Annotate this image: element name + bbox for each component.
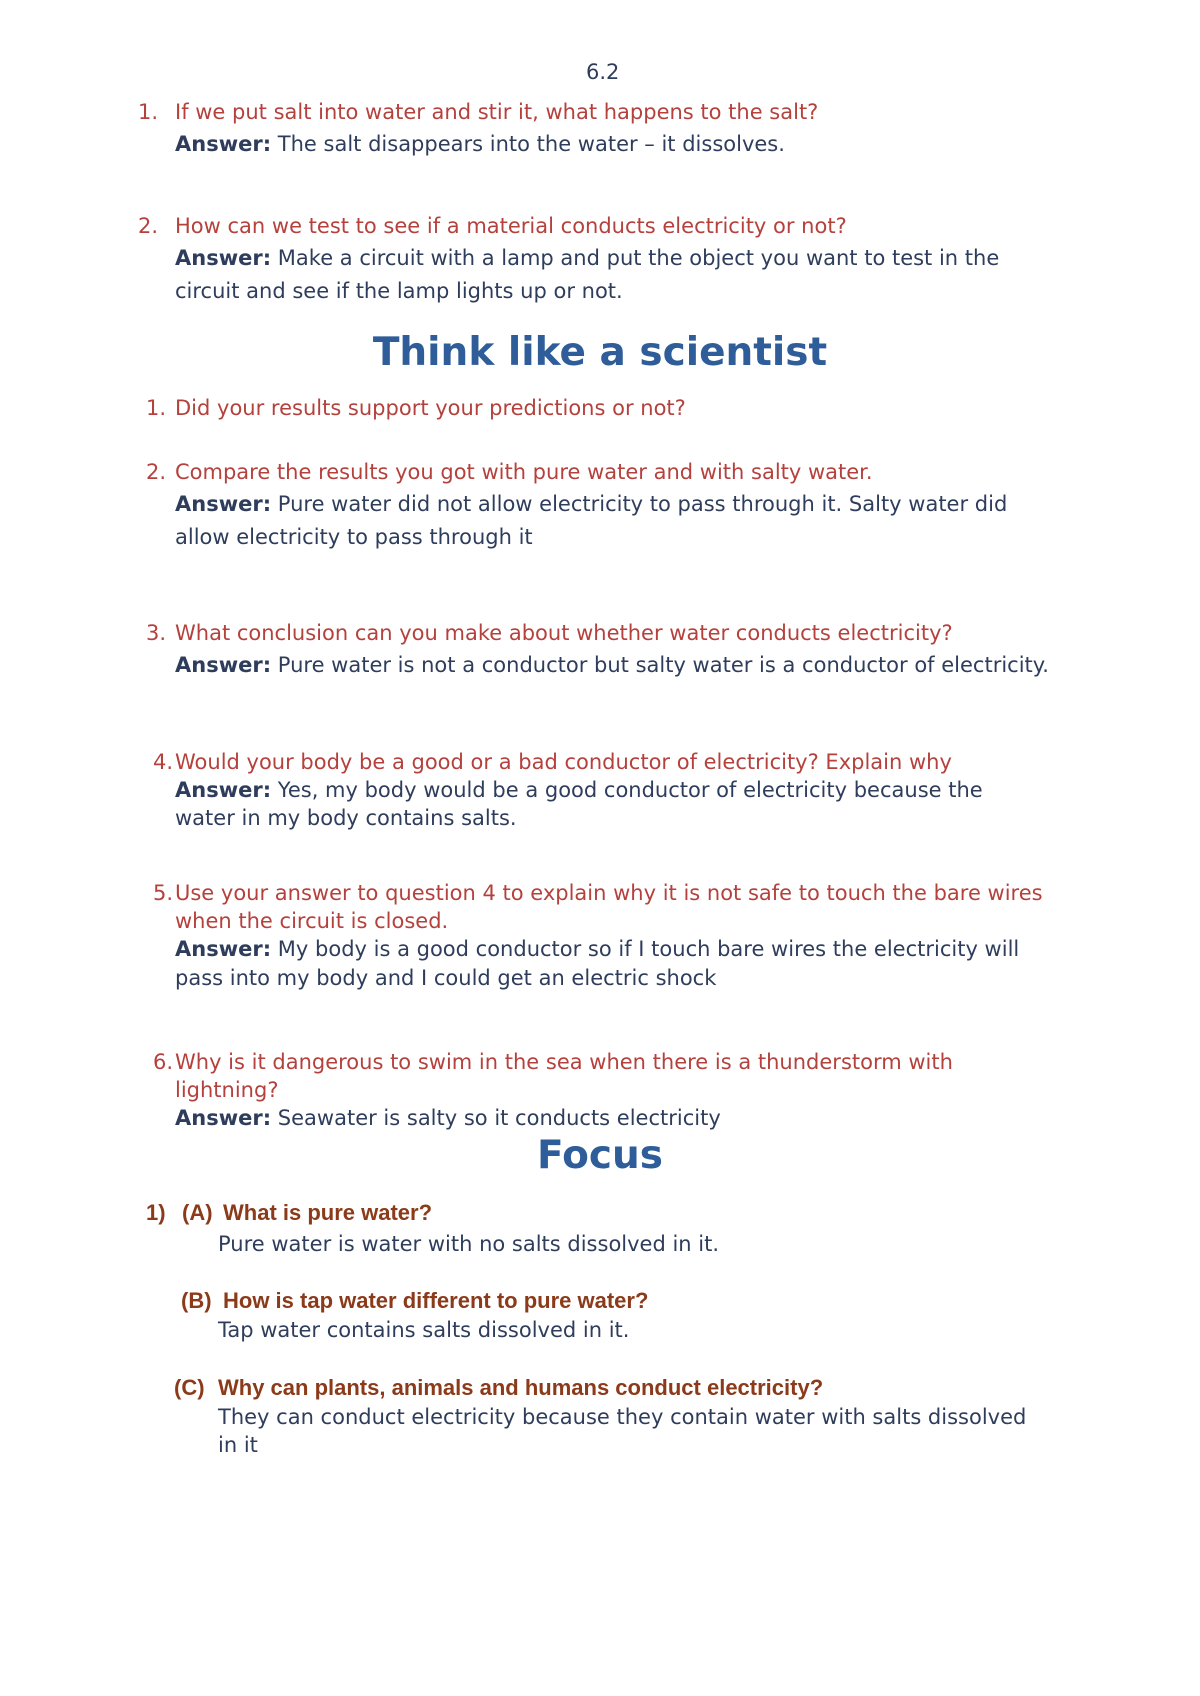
answer-text: Pure water is not a conductor but salty water is a conductor of electricity. [277, 653, 1049, 677]
s1-q2-answer [175, 246, 999, 270]
focus-b-answer: Tap water contains salts dissolved in it. [218, 1318, 630, 1342]
think-q5-answer-line2: pass into my body and I could get an electric shock [175, 966, 717, 990]
focus-a-letter: (A) [182, 1200, 213, 1225]
think-q5-question-line2: when the circuit is closed. [175, 909, 449, 933]
answer-label: Answer: [175, 653, 272, 677]
think-q4-answer-line2: water in my body contains salts. [175, 806, 517, 830]
think-q1-question: Did your results support your predictions or not? [175, 396, 686, 420]
focus-q-number: 1) [146, 1200, 166, 1225]
think-q6-question: Why is it dangerous to swim in the sea when there is a thunderstorm with [175, 1050, 953, 1074]
focus-b-question: How is tap water different to pure water? [223, 1288, 649, 1313]
answer-text: Yes, my body would be a good conductor of electricity because the [277, 778, 983, 802]
think-q6-number: 6. [153, 1050, 174, 1074]
focus-c-question: Why can plants, animals and humans conduct electricity? [218, 1375, 824, 1400]
think-q5-number: 5. [153, 881, 174, 905]
answer-label: Answer: [175, 132, 272, 156]
think-q4-question: Would your body be a good or a bad conductor of electricity? Explain why [175, 750, 952, 774]
page-number: 6.2 [586, 60, 620, 84]
answer-label: Answer: [175, 937, 272, 961]
think-q2-answer [175, 492, 1007, 516]
think-q6-answer [175, 1106, 721, 1130]
s1-q2-number: 2. [138, 214, 159, 238]
s1-q1-answer [175, 132, 785, 156]
focus-c-letter: (C) [174, 1375, 205, 1400]
think-q2-number: 2. [146, 460, 167, 484]
think-q5-question: Use your answer to question 4 to explain why it is not safe to touch the bare wires [175, 881, 1043, 905]
answer-label: Answer: [175, 246, 272, 270]
think-q1-number: 1. [146, 396, 167, 420]
s1-q1-number: 1. [138, 100, 159, 124]
s1-q1-question: If we put salt into water and stir it, what happens to the salt? [175, 100, 819, 124]
focus-c-answer-line2: in it [218, 1433, 258, 1457]
answer-text: The salt disappears into the water – it dissolves. [277, 132, 785, 156]
think-q6-question-line2: lightning? [175, 1078, 279, 1102]
answer-label: Answer: [175, 1106, 272, 1130]
answer-text: Pure water did not allow electricity to pass through it. Salty water did [277, 492, 1008, 516]
focus-b-letter: (B) [181, 1288, 212, 1313]
s1-q2-question: How can we test to see if a material conducts electricity or not? [175, 214, 847, 238]
answer-label: Answer: [175, 492, 272, 516]
focus-a-question: What is pure water? [223, 1200, 433, 1225]
answer-text: Make a circuit with a lamp and put the object you want to test in the [277, 246, 1000, 270]
focus-c-answer: They can conduct electricity because they contain water with salts dissolved [218, 1405, 1027, 1429]
think-q3-number: 3. [146, 621, 167, 645]
think-q2-question: Compare the results you got with pure water and with salty water. [175, 460, 873, 484]
think-q3-question: What conclusion can you make about whether water conducts electricity? [175, 621, 953, 645]
focus-title: Focus [537, 1133, 663, 1178]
think-q4-number: 4. [153, 750, 174, 774]
focus-a-answer: Pure water is water with no salts dissolved in it. [218, 1232, 720, 1256]
think-q5-answer [175, 937, 1019, 961]
think-q4-answer [175, 778, 983, 802]
think-q2-answer-line2: allow electricity to pass through it [175, 525, 533, 549]
think-title: Think like a scientist [372, 330, 828, 375]
answer-text: My body is a good conductor so if I touch bare wires the electricity will [277, 937, 1020, 961]
think-q3-answer [175, 653, 1049, 677]
answer-text: Seawater is salty so it conducts electricity [277, 1106, 721, 1130]
s1-q2-answer-line2: circuit and see if the lamp lights up or not. [175, 279, 623, 303]
answer-label: Answer: [175, 778, 272, 802]
